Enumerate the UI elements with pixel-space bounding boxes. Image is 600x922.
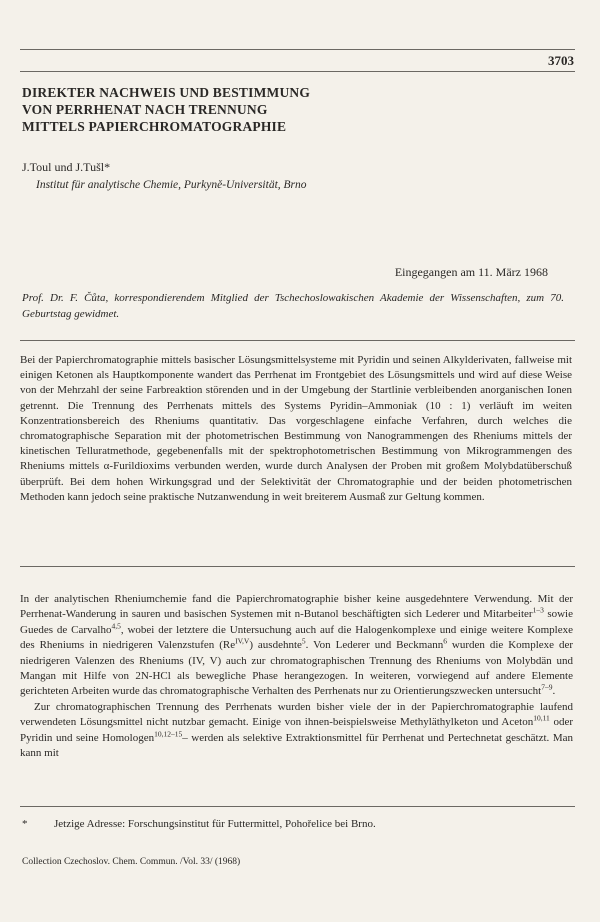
oxidation-state: IV,V — [235, 636, 250, 646]
citation: 6 — [443, 636, 447, 646]
authors: J.Toul und J.Tušl* — [22, 160, 111, 174]
received-date: Eingegangen am 11. März 1968 — [394, 265, 548, 279]
title-line-1: DIREKTER NACHWEIS UND BESTIMMUNG — [22, 85, 311, 100]
footnote-mark: * — [22, 818, 28, 830]
citation: 10,12–15 — [154, 729, 183, 738]
citation: 5 — [301, 636, 306, 646]
abstract — [20, 353, 572, 505]
abstract-rule-top — [20, 340, 575, 341]
header-rule-bottom — [20, 71, 575, 72]
citation: 4,5 — [111, 621, 121, 631]
article-title — [22, 84, 542, 135]
citation: 1–3 — [532, 605, 544, 615]
footnote-text: Jetzige Adresse: Forschungsinstitut für Futtermittel, Pohořelice bei Brno. — [54, 818, 376, 830]
body-paragraph-1: In der analytischen Rheniumchemie fand die Papierchromatographie bisher keine ausgedehntere Verwendung. Mit der Perrhenat-Wanderung in sauren und basischen Systemen mit n-Butanol beschäftigten sich Lederer und Mitarbeiter$^{1-3}$ sowie Guedes de Carvalho$^{4,5}$, wobei der letztere die Untersuchung auch auf die Halogenkomplexe und einige weitere Komplexe des Rheniums in niedrigeren Valenzstufen $(Re^{IV,V})$ ausdehnte$^5$. Von Lederer und Beckmann$^6$ wurden die Komplexe der niedrigeren Valenzen des Rheniums (IV, V) auch zur chromatographischen Trennung des Rheniums von Molybdän und Mangan mit Hilfe von 2N-HCl als bewegliche Phase herangezogen. In weiteren, vorwiegend auf andere Elemente gerichteten Arbeiten wurde das chromatographische Verhalten des Perrhenats nur zu Orientierungszwecken untersucht$^{7-9}$. — [20, 593, 573, 698]
body-text — [20, 592, 573, 761]
footnote — [22, 818, 376, 830]
affiliation: Institut für analytische Chemie, Purkyně-Universität, Brno — [36, 179, 307, 191]
body-paragraph-2: Zur chromatographischen Trennung des Perrhenats wurden bisher viele der in der Papierchromatographie laufend verwendeten Lösungsmittel nicht nutzbar gemacht. Einige von ihnen-beispielsweise Methyläthylketon und Aceton$^{10,11}$ oder Pyridin und seine Homologen$^{10,12-15}$– werden als selektive Extraktionsmittel für Perrhenat und Pertechnetat geschätzt. Man kann mit — [20, 700, 574, 760]
abstract-text: Bei der Papierchromatographie mittels basischer Lösungsmittelsysteme mit Pyridin und seinen Alkylderivaten, fallweise mit einigen Ketonen als Hauptkomponente wandert das Perrhenat im Frontgebiet des Lösungsmittels und wird auf diese Weise von der Mehrzahl der seine Farbreaktion störenden und in der Umgebung der Startlinie verbleibenden anorganischen Ionen getrennt. Die Trennung des Perrhenats mittels des Systems Pyridin–Ammoniak (10 : 1) verläuft im weiten Konzentrationsbereich des Rheniums quantitativ. Das vorgeschlagene einfache Verfahren, durch welches die chromatographische Separation mit der photometrischen Bestimmung von Nanogrammengen des Rheniums mittels der kinetischen Telluratmethode, gegebenenfalls mit der spektrophotometrischen Bestimmung von Mikrogrammengen des Rheniums mittels α-Furildioxims verbunden werden, wurde durch Analysen der Proben mit großem Molybdatüberschuß überprüft. Bei dem hohen Wirkungsgrad und der Selektivität der Chromatographie und der beiden photometrischen Methoden kann jedoch seine praktische Nutzanwendung in weit breiterem Ausmaß zur Geltung kommen. — [20, 354, 572, 503]
footnote-rule — [20, 806, 575, 807]
page-number: 3703 — [548, 53, 574, 68]
title-line-2: VON PERRHENAT NACH TRENNUNG — [22, 102, 268, 117]
journal-source: Collection Czechoslov. Chem. Commun. /Vol. 33/ (1968) — [22, 857, 241, 867]
abstract-rule-bottom — [20, 566, 575, 567]
dedication: Prof. Dr. F. Čůta, korrespondierendem Mitglied der Tschechoslowakischen Akademie der Wissenschaften, zum 70. Geburtstag gewidmet. — [22, 292, 564, 320]
title-line-3: MITTELS PAPIERCHROMATOGRAPHIE — [22, 119, 287, 134]
header-rule-top — [20, 49, 575, 50]
citation: 10,11 — [533, 713, 550, 723]
citation: 7–9 — [541, 682, 553, 692]
